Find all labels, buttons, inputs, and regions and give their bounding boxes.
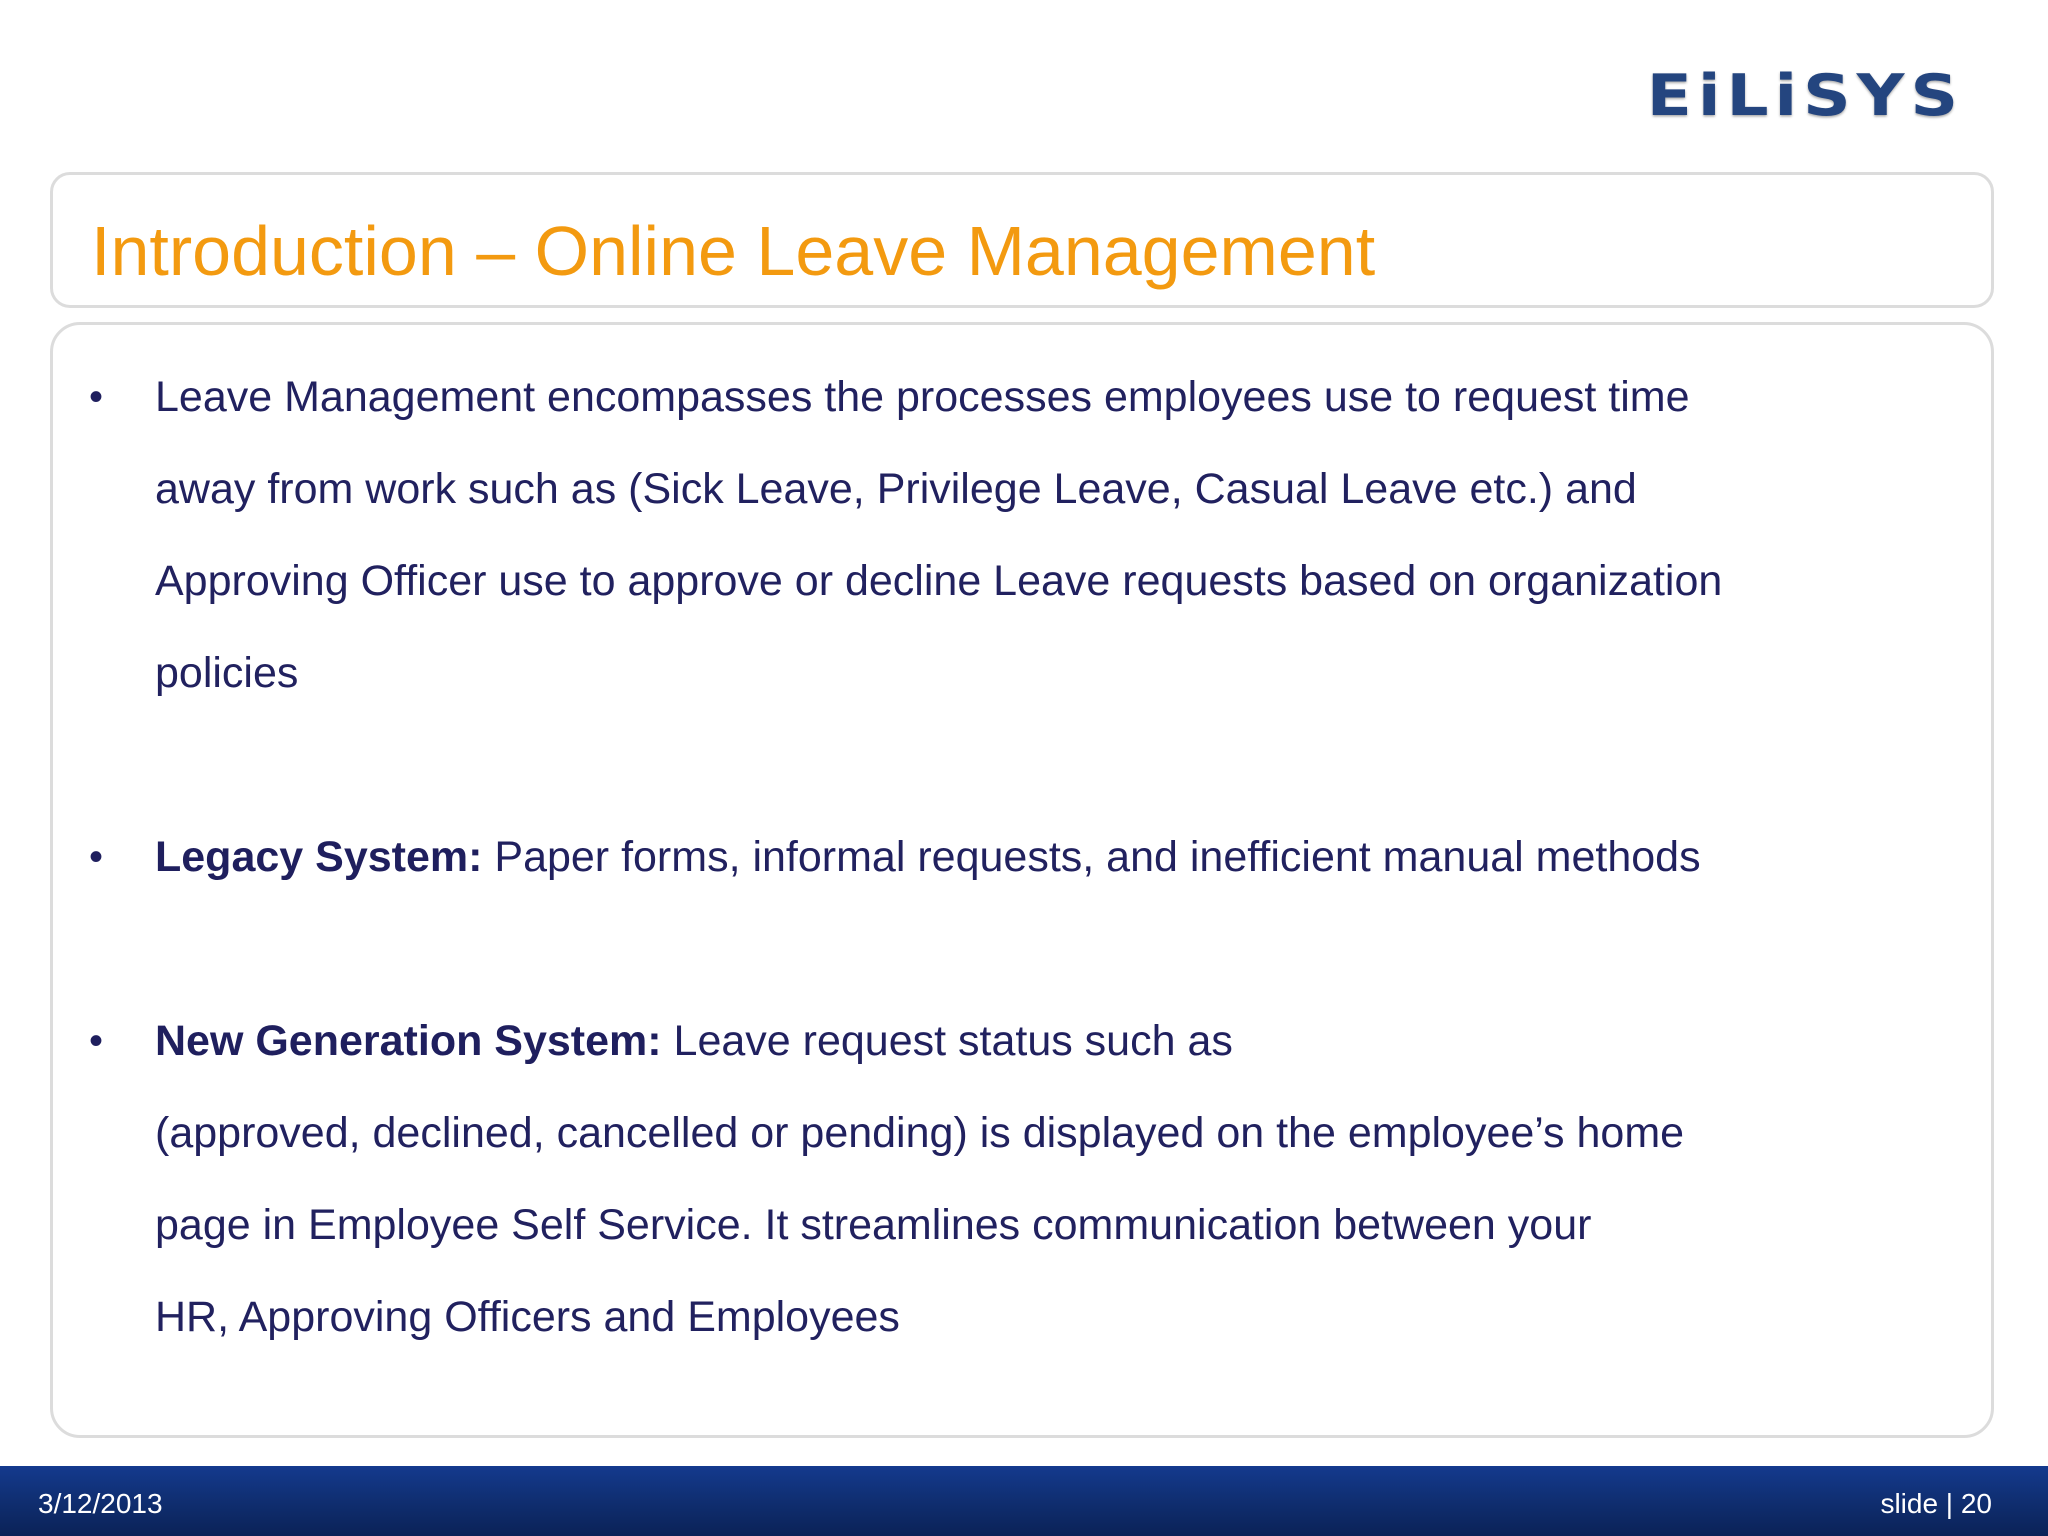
bullet-line [155, 995, 1935, 1087]
slide-number: slide | 20 [1880, 1488, 1992, 1519]
bullet-text [155, 351, 1935, 719]
bullet-marker: • [89, 835, 104, 879]
bullet-text [155, 811, 1935, 903]
title-box [50, 172, 1994, 308]
company-logo [1618, 60, 1964, 132]
logo-text: EiLiSYS [1646, 62, 1964, 129]
bullet-text [155, 995, 1935, 1363]
bullet-line: away from work such as (Sick Leave, Privilege Leave, Casual Leave etc.) and [155, 465, 1637, 513]
bullet-bold-prefix: New Generation System: [155, 1017, 662, 1065]
footer-date: 3/12/2013 [38, 1488, 163, 1519]
bullet-line: Approving Officer use to approve or decline Leave requests based on organization [155, 557, 1723, 605]
bullet-line: policies [155, 649, 299, 697]
slide-title: Introduction – Online Leave Management [91, 212, 1376, 290]
bullet-bold-prefix: Legacy System: [155, 833, 483, 881]
bullet-line: HR, Approving Officers and Employees [155, 1293, 900, 1341]
bullet-line [155, 811, 1935, 903]
bullet-line: page in Employee Self Service. It streamlines communication between your [155, 1201, 1592, 1249]
content-box [50, 322, 1994, 1438]
bullet-marker: • [89, 375, 104, 419]
footer-bar [0, 1466, 2048, 1536]
bullet-line: Leave Management encompasses the processes employees use to request time [155, 373, 1690, 421]
bullet-line-rest: Leave request status such as [661, 1017, 1233, 1065]
bullet-line: (approved, declined, cancelled or pending) is displayed on the employee’s home [155, 1109, 1685, 1157]
bullet-line-rest: Paper forms, informal requests, and inefficient manual methods [482, 833, 1701, 881]
bullet-marker: • [89, 1019, 104, 1063]
